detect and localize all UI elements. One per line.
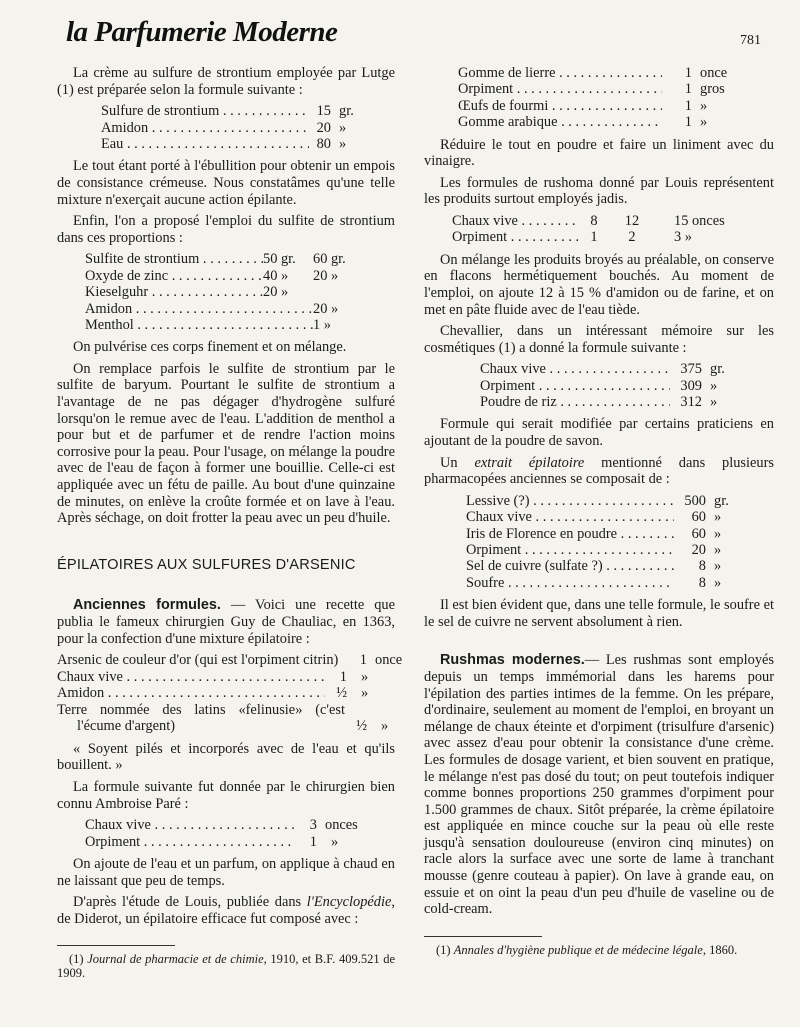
unit: » (339, 119, 347, 136)
formula-row (458, 98, 774, 114)
paragraph: « Soyent pilés et incorporés avec de l'eau et qu'ils bouillent. » (57, 740, 395, 774)
quantity: 60 (691, 525, 706, 542)
paragraph: Réduire le tout en poudre et faire un liniment avec du vinaigre. (424, 136, 774, 170)
ingredient: Arsenic de couleur d'or (qui est l'orpiment citrin) (57, 652, 339, 669)
page-number: 781 (740, 33, 761, 48)
unit: » (700, 97, 708, 114)
ingredient: Sel de cuivre (sulfate ?) . . . (466, 558, 674, 574)
quantity-c: 15 onces (674, 212, 725, 229)
unit: » (331, 833, 339, 850)
ingredient: Iris de Florence en poudre . . . (466, 526, 674, 542)
paragraph (424, 652, 774, 918)
paragraph: On remplace parfois le sulfite de strontium par le sulfite de baryum. Pourtant le sulfite de strontium a l'avantage de ne pas dégager d'hydrogène sulfuré lorsqu'on le remue avec de l'eau. L'addition de menthol a pour but et de parfumer et de rendre l'action moins corrosive pour la peau. Pour l'usage, on mélange la poudre avec de l'eau de façon à former une bouillie. Celle-ci est appliquée avec un fétu de paille. Au bout d'une quinzaine de minutes, on enlève la croûte formée et on lave à l'eau. Après séchage, on doit frotter la peau avec un peu d'huile. (57, 360, 395, 527)
paragraph: Chevallier, dans un intéressant mémoire sur les cosmétiques (1) a donné la formule suivante : (424, 323, 774, 356)
ingredient: Chaux vive . . . (480, 361, 670, 377)
unit: » (710, 394, 718, 411)
ingredient: Amidon . . . (101, 120, 309, 136)
quantity-b: 20 » (313, 267, 339, 284)
ingredient: Terre nommée des latins «felinusie» (c'est l'écume d'argent) (57, 701, 345, 735)
quantity: 309 (680, 377, 702, 394)
formula-row (85, 834, 395, 850)
citation-title: l'Encyclopédie (306, 894, 392, 911)
quantity: 375 (680, 361, 702, 378)
formula-row (85, 268, 395, 284)
formula-row (458, 81, 774, 97)
quantity-b: 12 (624, 212, 640, 229)
unit: » (339, 135, 347, 152)
ingredient: Gomme arabique . . . (458, 114, 662, 130)
formula-extrait (424, 493, 774, 591)
footnote-text: , 1910, et B.F. 409.521 de 1909. (57, 952, 395, 981)
formula-row (466, 526, 774, 542)
quantity: 1 (684, 114, 692, 131)
quantity: 1 (684, 65, 692, 81)
ingredient: Orpiment . . . (466, 542, 674, 558)
paragraph: Il est bien évident que, dans une telle formule, le soufre et le sel de cuivre ne servent absolument à rien. (424, 597, 774, 630)
formula-row (466, 509, 774, 525)
quantity: 1 (339, 668, 347, 685)
ingredient: Oxyde de zinc . . . (85, 268, 263, 284)
unit: gr. (339, 103, 354, 120)
formula-row (466, 558, 774, 574)
quantity-a: 20 » (263, 284, 289, 301)
quantity: 20 (691, 542, 706, 558)
quantity: 15 (316, 103, 331, 120)
unit: » (361, 685, 369, 702)
footnote-marker: (1) (69, 952, 88, 967)
ingredient: Amidon . . . (57, 685, 325, 701)
formula-row (458, 65, 774, 81)
footnote (57, 952, 395, 980)
unit: » (714, 542, 722, 558)
paragraph (57, 894, 395, 927)
formula-row (85, 284, 395, 300)
ingredient: Kieselguhr . . . (85, 284, 263, 300)
unit: gr. (714, 492, 729, 509)
formula-row (480, 394, 774, 410)
quantity-a: 50 gr. (263, 251, 296, 268)
unit: » (710, 377, 718, 394)
quantity: 500 (684, 492, 706, 509)
quantity-b: 1 » (313, 316, 331, 333)
footnote-text: , 1860. (702, 942, 738, 957)
run-in-heading: Rushmas modernes. (440, 652, 585, 669)
paragraph-text: — Voici une recette que publia le fameux chirurgien Guy de Chauliac, en 1363, pour la confection d'une mixture épilatoire : (57, 597, 395, 647)
section-heading: ÉPILATOIRES AUX SULFURES D'ARSENIC (57, 556, 356, 573)
left-column (57, 65, 403, 981)
paragraph: La crème au sulfure de strontium employée par Lutge (1) est préparée selon la formule suivante : (57, 65, 395, 98)
paragraph-text: mentionné dans plusieurs pharmacopées anciennes se composait de : (424, 454, 774, 488)
paragraph-text: D'après l'étude de Louis, publiée dans (73, 894, 307, 911)
quantity-b: 20 » (313, 300, 339, 317)
quantity: 1 (684, 97, 692, 114)
unit: » (714, 558, 722, 575)
unit: gr. (710, 361, 725, 378)
footnote-source: Journal de pharmacie et de chimie (87, 952, 264, 967)
quantity: 80 (316, 135, 331, 152)
ingredient: Chaux vive . . . (452, 213, 578, 229)
formula-row (85, 817, 395, 833)
formula-louis (424, 65, 774, 131)
quantity: 1 (359, 652, 367, 669)
quantity: ½ (336, 685, 347, 702)
quantity: 312 (680, 394, 702, 411)
formula-chevallier (424, 361, 774, 410)
ingredient: Orpiment . . . (458, 81, 662, 97)
unit: » (714, 574, 722, 591)
paragraph: La formule suivante fut donnée par le chirurgien bien connu Ambroise Paré : (57, 778, 395, 812)
quantity-b: 2 (628, 229, 636, 246)
formula-row (85, 251, 395, 267)
formula-row (458, 114, 774, 130)
paragraph: Formule qui serait modifiée par certains praticiens en ajoutant de la poudre de savon. (424, 416, 774, 450)
formula-row (57, 685, 395, 701)
quantity-a: 8 (590, 212, 598, 229)
ingredient: Orpiment . . . (480, 378, 670, 394)
run-in-heading: Anciennes formules. (73, 597, 221, 614)
ingredient: Chaux vive . . . (85, 817, 295, 833)
paragraph-text: , de Diderot, un épilatoire efficace fut composé avec : (57, 894, 395, 927)
formula-row (466, 542, 774, 558)
quantity: 8 (698, 574, 706, 591)
ingredient: Gomme de lierre . . . (458, 65, 662, 81)
ingredient: Sulfite de strontium . . . (85, 251, 263, 267)
quantity: 60 (691, 509, 706, 526)
unit: onces (325, 817, 358, 834)
footnote-marker: (1) (436, 942, 454, 957)
unit: » (361, 668, 369, 685)
quantity-b: 60 gr. (313, 251, 346, 268)
quantity: 1 (309, 833, 317, 850)
ingredient: Soufre . . . (466, 575, 674, 591)
ingredient: Sulfure de strontium . . . (101, 103, 309, 119)
ingredient: Orpiment . . . (452, 229, 578, 245)
unit: » (714, 525, 722, 542)
formula-row (101, 103, 395, 119)
formula-row (466, 575, 774, 591)
quantity-a: 1 (590, 229, 598, 246)
paragraph: On mélange les produits broyés au préalable, on conserve en flacons hermétiquement bouchés. Au moment de l'emploi, on ajoute 12 à 15 % d'amidon ou de farine, et on met en pâte fluide avec de l'eau tiède. (424, 251, 774, 318)
quantity: 20 (316, 119, 331, 136)
ingredient: Poudre de riz . . . (480, 394, 670, 410)
formula-row (101, 136, 395, 152)
quantity: 8 (698, 558, 706, 575)
quantity-b (313, 284, 363, 300)
unit: » (700, 114, 708, 131)
quantity: 3 (309, 817, 317, 834)
formula-rushoma (424, 213, 774, 246)
paragraph: Le tout étant porté à l'ébullition pour obtenir un empois de consistance crémeuse. Nous constatâmes qu'une telle mixture n'exerçait aucune action épilante. (57, 158, 395, 208)
footnote-rule (424, 936, 542, 937)
paragraph-text: Un (440, 454, 475, 471)
formula-row (57, 669, 395, 685)
unit: » (381, 718, 389, 735)
emphasis: extrait épilatoire (474, 454, 585, 471)
unit: » (714, 509, 722, 526)
formula-lutge (57, 103, 395, 152)
formula-row (466, 493, 774, 509)
formula-row (85, 301, 395, 317)
ingredient: Menthol . . . (85, 317, 313, 333)
formula-row (85, 317, 395, 333)
ingredient: Eau . . . (101, 136, 309, 152)
paragraph: On pulvérise ces corps finement et on mélange. (73, 339, 347, 356)
ingredient: Amidon . . . (85, 301, 313, 317)
formula-sulfite (57, 251, 395, 333)
footnote-rule (57, 945, 175, 946)
formula-row (57, 652, 403, 669)
formula-row (480, 361, 774, 377)
unit: once (700, 65, 728, 81)
formula-row (101, 120, 395, 136)
ingredient: Chaux vive . . . (57, 669, 325, 685)
ingredient: Œufs de fourmi . . . (458, 98, 662, 114)
quantity-a: 40 » (263, 267, 289, 284)
formula-chauliac (57, 652, 403, 735)
ingredient: Orpiment . . . (85, 834, 295, 850)
paragraph: Les formules de rushoma donné par Louis représentent les produits surtout employés jadis. (424, 174, 774, 208)
formula-row (452, 229, 774, 245)
formula-row (480, 378, 774, 394)
formula-pare (57, 817, 395, 850)
paragraph: On ajoute de l'eau et un parfum, on applique à chaud en ne laissant que peu de temps. (57, 855, 395, 889)
footnote-source: Annales d'hygiène publique et de médecine légale (453, 942, 703, 957)
journal-masthead: la Parfumerie Moderne (66, 16, 338, 48)
quantity: ½ (356, 718, 367, 735)
formula-row (57, 702, 395, 735)
paragraph-text: — Les rushmas sont employés depuis un temps immémorial dans les harems pour l'épilation des parties intimes de la femme. On les prépare, d'ordinaire, seulement au moment de l'emploi, en broyant un mélange de chaux éteinte et d'orpiment (trisulfure d'arsenic) avec assez d'eau pour obtenir la consistance d'une crème. Les formules de dosage varient, et bien souvent en pratique, le mélange n'est pas dosé du tout; on peut toutefois indiquer comme bonnes proportions 250 grammes d'orpiment pour 1.500 grammes de chaux. Sitôt préparée, la crème épilatoire est appliquée en mince couche sur la peau où elle reste jusqu'à sensation douloureuse (environ cinq minutes) on racle alors la surface avec une sorte de lame à tranchant mousse (genre couteau à papier). On lave à grande eau, on essuie et on oint la peau d'un peu d'huile de vaseline ou de cold-cream. (424, 652, 774, 918)
unit: gros (700, 81, 725, 98)
ingredient: Lessive (?) . . . (466, 493, 674, 509)
footnote (424, 943, 774, 957)
paragraph (424, 455, 774, 488)
ingredient: Chaux vive . . . (466, 509, 674, 525)
paragraph: Enfin, l'on a proposé l'emploi du sulfite de strontium dans ces proportions : (57, 213, 395, 246)
right-column (424, 65, 774, 957)
unit: once (375, 652, 403, 669)
quantity: 1 (684, 81, 692, 98)
paragraph (57, 597, 395, 647)
quantity-c: 3 » (674, 229, 692, 246)
formula-row (452, 213, 774, 229)
